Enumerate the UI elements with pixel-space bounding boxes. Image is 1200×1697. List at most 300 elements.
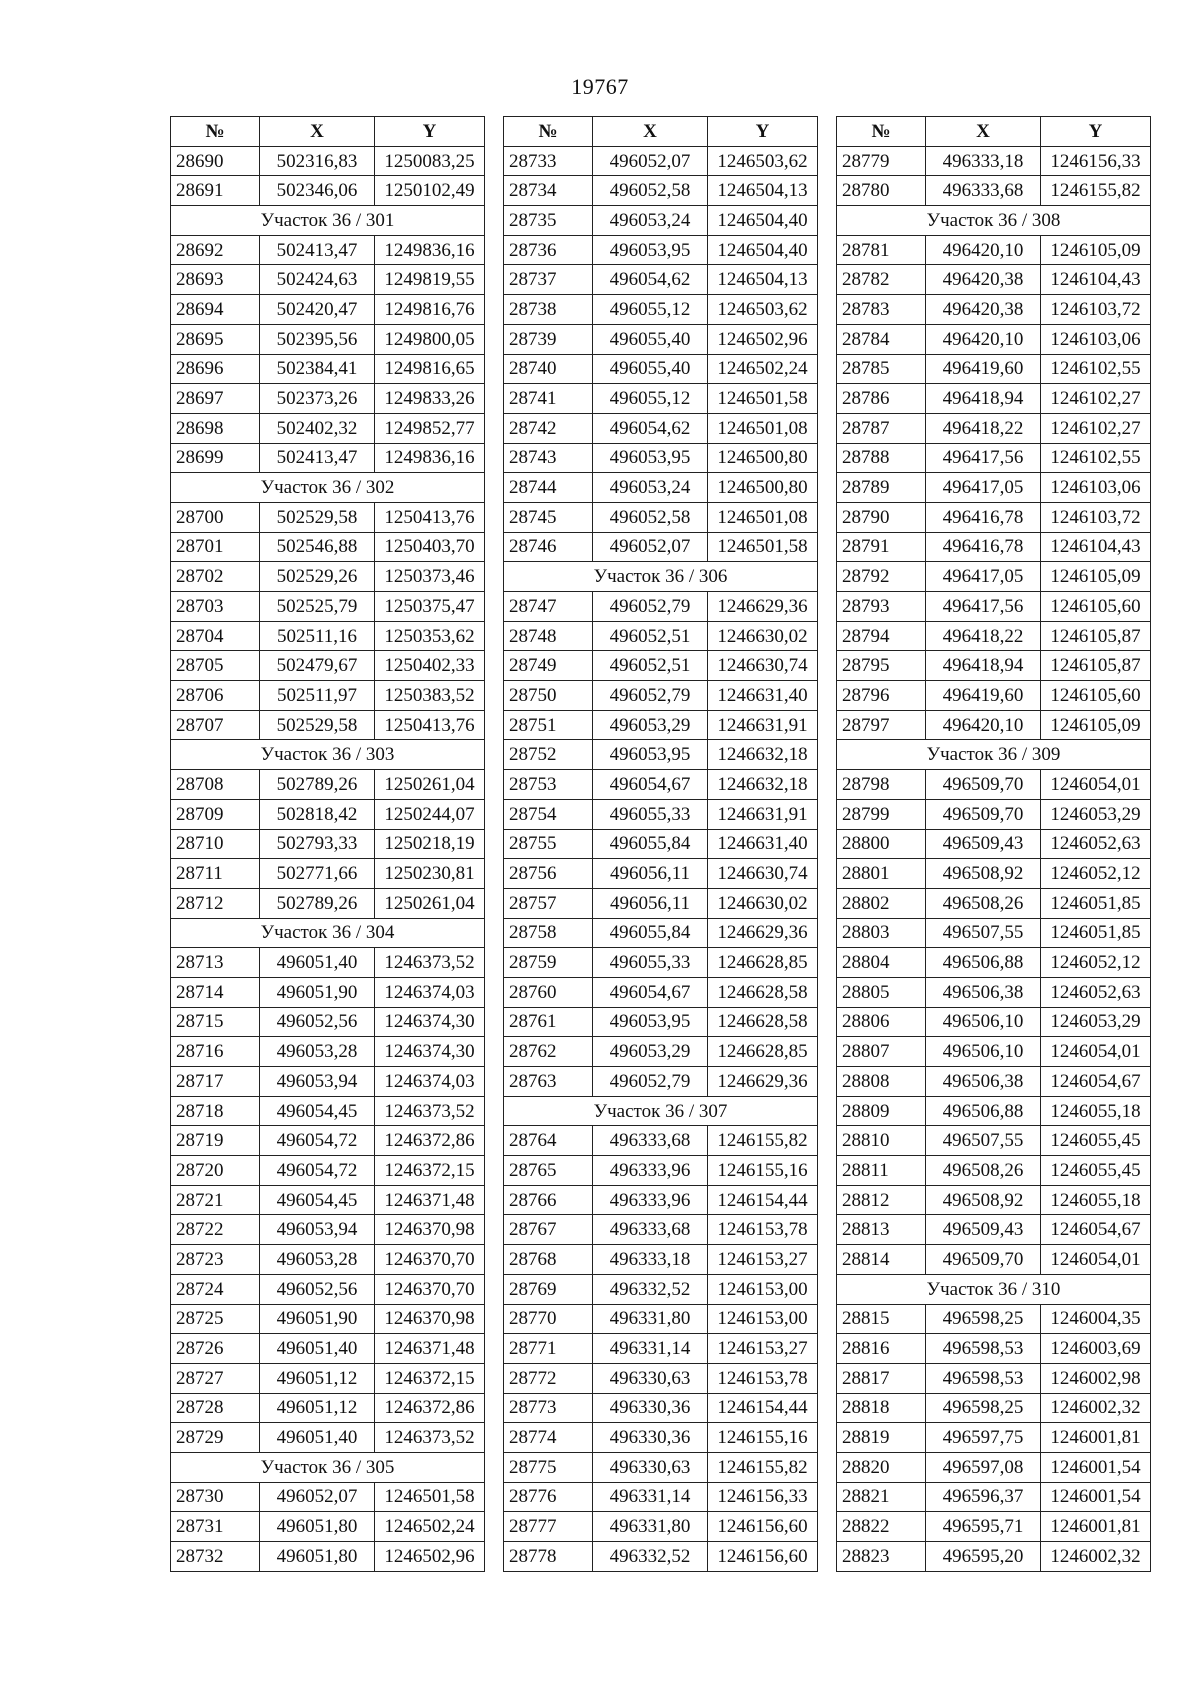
point-number-cell: 28808: [837, 1067, 926, 1097]
y-coordinate-cell: 1250261,04: [375, 888, 485, 918]
header-row: [837, 117, 1151, 147]
point-number-cell: 28706: [171, 681, 260, 711]
table-row: [837, 651, 1151, 681]
point-number-cell: 28800: [837, 829, 926, 859]
x-coordinate-cell: 496598,25: [926, 1393, 1041, 1423]
table-row: [837, 1037, 1151, 1067]
section-row: [504, 1096, 818, 1126]
table-row: [504, 1363, 818, 1393]
point-number-cell: 28729: [171, 1423, 260, 1453]
table-row: [171, 1393, 485, 1423]
y-coordinate-cell: 1246371,48: [375, 1185, 485, 1215]
x-coordinate-cell: 496052,58: [593, 502, 708, 532]
table-row: [504, 1067, 818, 1097]
y-coordinate-cell: 1246054,67: [1041, 1067, 1151, 1097]
x-coordinate-cell: 496420,38: [926, 295, 1041, 325]
table-row: [837, 1423, 1151, 1453]
y-coordinate-cell: 1246001,54: [1041, 1452, 1151, 1482]
x-coordinate-cell: 496508,92: [926, 859, 1041, 889]
x-coordinate-cell: 496507,55: [926, 918, 1041, 948]
table-row: [504, 532, 818, 562]
y-coordinate-cell: 1250403,70: [375, 532, 485, 562]
table-row: [504, 888, 818, 918]
x-coordinate-cell: 496506,10: [926, 1007, 1041, 1037]
x-coordinate-cell: 496051,80: [260, 1512, 375, 1542]
point-number-cell: 28781: [837, 235, 926, 265]
point-number-cell: 28762: [504, 1037, 593, 1067]
y-coordinate-cell: 1249836,16: [375, 235, 485, 265]
y-coordinate-cell: 1246630,02: [708, 621, 818, 651]
point-number-cell: 28788: [837, 443, 926, 473]
point-number-cell: 28749: [504, 651, 593, 681]
y-coordinate-cell: 1246051,85: [1041, 888, 1151, 918]
x-coordinate-cell: 496051,12: [260, 1363, 375, 1393]
table-row: [171, 651, 485, 681]
table-row: [171, 1245, 485, 1275]
section-title: Участок 36 / 308: [837, 206, 1151, 236]
y-coordinate-cell: 1246153,27: [708, 1245, 818, 1275]
x-coordinate-cell: 496420,10: [926, 235, 1041, 265]
x-coordinate-cell: 496418,94: [926, 651, 1041, 681]
point-number-cell: 28779: [837, 146, 926, 176]
x-coordinate-cell: 502511,97: [260, 681, 375, 711]
y-coordinate-cell: 1246632,18: [708, 740, 818, 770]
point-number-cell: 28743: [504, 443, 593, 473]
table-row: [837, 1096, 1151, 1126]
y-coordinate-cell: 1249816,65: [375, 354, 485, 384]
point-number-cell: 28707: [171, 710, 260, 740]
table-row: [171, 977, 485, 1007]
table-row: [837, 621, 1151, 651]
point-number-cell: 28815: [837, 1304, 926, 1334]
x-coordinate-cell: 502413,47: [260, 443, 375, 473]
y-coordinate-cell: 1246155,82: [1041, 176, 1151, 206]
table-row: [171, 1334, 485, 1364]
x-coordinate-cell: 496420,10: [926, 324, 1041, 354]
x-coordinate-cell: 496333,18: [593, 1245, 708, 1275]
x-coordinate-cell: 496055,33: [593, 948, 708, 978]
point-number-cell: 28748: [504, 621, 593, 651]
point-number-cell: 28763: [504, 1067, 593, 1097]
table-row: [171, 502, 485, 532]
y-coordinate-cell: 1246372,86: [375, 1393, 485, 1423]
x-coordinate-cell: 496420,10: [926, 710, 1041, 740]
y-coordinate-cell: 1246373,52: [375, 1096, 485, 1126]
point-number-cell: 28818: [837, 1393, 926, 1423]
point-number-cell: 28692: [171, 235, 260, 265]
x-coordinate-cell: 496597,75: [926, 1423, 1041, 1453]
point-number-cell: 28821: [837, 1482, 926, 1512]
y-coordinate-cell: 1246502,24: [708, 354, 818, 384]
x-coordinate-cell: 496052,51: [593, 621, 708, 651]
x-coordinate-cell: 496418,94: [926, 384, 1041, 414]
point-number-cell: 28774: [504, 1423, 593, 1453]
table-row: [504, 146, 818, 176]
x-coordinate-cell: 496054,62: [593, 413, 708, 443]
point-number-cell: 28810: [837, 1126, 926, 1156]
table-row: [837, 562, 1151, 592]
point-number-cell: 28757: [504, 888, 593, 918]
section-title: Участок 36 / 305: [171, 1452, 485, 1482]
point-number-cell: 28715: [171, 1007, 260, 1037]
x-coordinate-cell: 496506,88: [926, 948, 1041, 978]
y-coordinate-cell: 1246105,09: [1041, 235, 1151, 265]
point-number-cell: 28777: [504, 1512, 593, 1542]
y-coordinate-cell: 1246055,45: [1041, 1126, 1151, 1156]
x-coordinate-cell: 502511,16: [260, 621, 375, 651]
point-number-cell: 28771: [504, 1334, 593, 1364]
table-row: [171, 948, 485, 978]
x-coordinate-cell: 496052,07: [260, 1482, 375, 1512]
x-coordinate-cell: 496419,60: [926, 354, 1041, 384]
y-coordinate-cell: 1246504,13: [708, 265, 818, 295]
point-number-cell: 28704: [171, 621, 260, 651]
coordinates-table-3: [836, 116, 1151, 1572]
header-y: Y: [708, 117, 818, 147]
table-row: [171, 888, 485, 918]
y-coordinate-cell: 1246103,72: [1041, 295, 1151, 325]
x-coordinate-cell: 496333,18: [926, 146, 1041, 176]
table-row: [171, 146, 485, 176]
table-row: [504, 1185, 818, 1215]
table-row: [837, 473, 1151, 503]
x-coordinate-cell: 502479,67: [260, 651, 375, 681]
x-coordinate-cell: 496333,68: [926, 176, 1041, 206]
x-coordinate-cell: 502384,41: [260, 354, 375, 384]
section-row: [171, 473, 485, 503]
y-coordinate-cell: 1246374,03: [375, 1067, 485, 1097]
y-coordinate-cell: 1246053,29: [1041, 799, 1151, 829]
table-row: [171, 354, 485, 384]
table-row: [504, 354, 818, 384]
table-row: [504, 799, 818, 829]
x-coordinate-cell: 496055,12: [593, 295, 708, 325]
y-coordinate-cell: 1246373,52: [375, 1423, 485, 1453]
x-coordinate-cell: 496056,11: [593, 888, 708, 918]
table-row: [504, 977, 818, 1007]
x-coordinate-cell: 496509,70: [926, 799, 1041, 829]
x-coordinate-cell: 496598,53: [926, 1334, 1041, 1364]
point-number-cell: 28722: [171, 1215, 260, 1245]
y-coordinate-cell: 1250102,49: [375, 176, 485, 206]
x-coordinate-cell: 496052,79: [593, 1067, 708, 1097]
table-row: [504, 1393, 818, 1423]
point-number-cell: 28705: [171, 651, 260, 681]
table-row: [837, 443, 1151, 473]
y-coordinate-cell: 1250083,25: [375, 146, 485, 176]
y-coordinate-cell: 1246105,09: [1041, 562, 1151, 592]
x-coordinate-cell: 502546,88: [260, 532, 375, 562]
point-number-cell: 28812: [837, 1185, 926, 1215]
y-coordinate-cell: 1246102,27: [1041, 384, 1151, 414]
point-number-cell: 28811: [837, 1156, 926, 1186]
table-row: [171, 443, 485, 473]
y-coordinate-cell: 1246502,96: [375, 1542, 485, 1572]
x-coordinate-cell: 496330,36: [593, 1423, 708, 1453]
table-row: [171, 1067, 485, 1097]
table-row: [504, 740, 818, 770]
point-number-cell: 28744: [504, 473, 593, 503]
x-coordinate-cell: 496333,68: [593, 1215, 708, 1245]
table-row: [171, 413, 485, 443]
point-number-cell: 28726: [171, 1334, 260, 1364]
header-x: X: [593, 117, 708, 147]
point-number-cell: 28721: [171, 1185, 260, 1215]
y-coordinate-cell: 1250375,47: [375, 592, 485, 622]
y-coordinate-cell: 1246102,27: [1041, 413, 1151, 443]
x-coordinate-cell: 496054,62: [593, 265, 708, 295]
y-coordinate-cell: 1246630,02: [708, 888, 818, 918]
point-number-cell: 28713: [171, 948, 260, 978]
point-number-cell: 28759: [504, 948, 593, 978]
x-coordinate-cell: 496509,43: [926, 1215, 1041, 1245]
x-coordinate-cell: 496053,94: [260, 1215, 375, 1245]
y-coordinate-cell: 1246501,58: [708, 384, 818, 414]
point-number-cell: 28699: [171, 443, 260, 473]
y-coordinate-cell: 1249816,76: [375, 295, 485, 325]
table-row: [837, 1482, 1151, 1512]
y-coordinate-cell: 1246103,06: [1041, 324, 1151, 354]
table-row: [837, 295, 1151, 325]
y-coordinate-cell: 1246629,36: [708, 918, 818, 948]
x-coordinate-cell: 496420,38: [926, 265, 1041, 295]
x-coordinate-cell: 496418,22: [926, 413, 1041, 443]
table-row: [171, 1215, 485, 1245]
table-row: [504, 384, 818, 414]
table-row: [171, 176, 485, 206]
x-coordinate-cell: 496051,12: [260, 1393, 375, 1423]
point-number-cell: 28724: [171, 1274, 260, 1304]
point-number-cell: 28795: [837, 651, 926, 681]
x-coordinate-cell: 496508,92: [926, 1185, 1041, 1215]
y-coordinate-cell: 1250353,62: [375, 621, 485, 651]
x-coordinate-cell: 496053,28: [260, 1037, 375, 1067]
x-coordinate-cell: 496054,45: [260, 1096, 375, 1126]
point-number-cell: 28823: [837, 1542, 926, 1572]
table-row: [504, 1126, 818, 1156]
y-coordinate-cell: 1246053,29: [1041, 1007, 1151, 1037]
point-number-cell: 28741: [504, 384, 593, 414]
x-coordinate-cell: 496054,67: [593, 977, 708, 1007]
y-coordinate-cell: 1246153,00: [708, 1274, 818, 1304]
x-coordinate-cell: 496051,40: [260, 948, 375, 978]
table-row: [837, 859, 1151, 889]
point-number-cell: 28694: [171, 295, 260, 325]
table-row: [504, 948, 818, 978]
table-row: [504, 1512, 818, 1542]
x-coordinate-cell: 496051,90: [260, 1304, 375, 1334]
y-coordinate-cell: 1246103,72: [1041, 502, 1151, 532]
y-coordinate-cell: 1246372,86: [375, 1126, 485, 1156]
x-coordinate-cell: 496055,84: [593, 829, 708, 859]
x-coordinate-cell: 496509,70: [926, 770, 1041, 800]
point-number-cell: 28783: [837, 295, 926, 325]
x-coordinate-cell: 496055,40: [593, 324, 708, 354]
table-row: [171, 265, 485, 295]
y-coordinate-cell: 1246052,12: [1041, 948, 1151, 978]
point-number-cell: 28756: [504, 859, 593, 889]
header-row: [171, 117, 485, 147]
y-coordinate-cell: 1246002,98: [1041, 1363, 1151, 1393]
point-number-cell: 28753: [504, 770, 593, 800]
table-row: [504, 1482, 818, 1512]
x-coordinate-cell: 496597,08: [926, 1452, 1041, 1482]
section-row: [504, 562, 818, 592]
y-coordinate-cell: 1246105,60: [1041, 681, 1151, 711]
table-row: [837, 1067, 1151, 1097]
point-number-cell: 28780: [837, 176, 926, 206]
x-coordinate-cell: 496051,90: [260, 977, 375, 1007]
x-coordinate-cell: 496330,63: [593, 1363, 708, 1393]
x-coordinate-cell: 496416,78: [926, 502, 1041, 532]
x-coordinate-cell: 496055,40: [593, 354, 708, 384]
table-row: [837, 413, 1151, 443]
table-row: [171, 681, 485, 711]
header-x: X: [260, 117, 375, 147]
point-number-cell: 28766: [504, 1185, 593, 1215]
table-row: [837, 1363, 1151, 1393]
x-coordinate-cell: 496053,94: [260, 1067, 375, 1097]
y-coordinate-cell: 1246629,36: [708, 592, 818, 622]
x-coordinate-cell: 496596,37: [926, 1482, 1041, 1512]
x-coordinate-cell: 496418,22: [926, 621, 1041, 651]
y-coordinate-cell: 1250383,52: [375, 681, 485, 711]
table-row: [837, 888, 1151, 918]
x-coordinate-cell: 496598,53: [926, 1363, 1041, 1393]
y-coordinate-cell: 1246105,87: [1041, 651, 1151, 681]
y-coordinate-cell: 1250373,46: [375, 562, 485, 592]
point-number-cell: 28773: [504, 1393, 593, 1423]
y-coordinate-cell: 1246370,70: [375, 1245, 485, 1275]
y-coordinate-cell: 1246105,60: [1041, 592, 1151, 622]
table-row: [837, 324, 1151, 354]
x-coordinate-cell: 496330,36: [593, 1393, 708, 1423]
x-coordinate-cell: 502373,26: [260, 384, 375, 414]
y-coordinate-cell: 1246054,01: [1041, 770, 1151, 800]
point-number-cell: 28730: [171, 1482, 260, 1512]
x-coordinate-cell: 496417,56: [926, 592, 1041, 622]
point-number-cell: 28778: [504, 1542, 593, 1572]
table-row: [504, 1423, 818, 1453]
table-row: [837, 532, 1151, 562]
x-coordinate-cell: 496331,14: [593, 1482, 708, 1512]
point-number-cell: 28735: [504, 206, 593, 236]
y-coordinate-cell: 1246504,40: [708, 235, 818, 265]
table-row: [837, 354, 1151, 384]
point-number-cell: 28714: [171, 977, 260, 1007]
x-coordinate-cell: 496051,40: [260, 1423, 375, 1453]
x-coordinate-cell: 496052,51: [593, 651, 708, 681]
x-coordinate-cell: 502789,26: [260, 770, 375, 800]
table-row: [171, 1542, 485, 1572]
y-coordinate-cell: 1249836,16: [375, 443, 485, 473]
y-coordinate-cell: 1246003,69: [1041, 1334, 1151, 1364]
y-coordinate-cell: 1246054,67: [1041, 1215, 1151, 1245]
x-coordinate-cell: 496506,38: [926, 1067, 1041, 1097]
y-coordinate-cell: 1246103,06: [1041, 473, 1151, 503]
y-coordinate-cell: 1246055,18: [1041, 1185, 1151, 1215]
x-coordinate-cell: 496331,80: [593, 1512, 708, 1542]
table-row: [837, 384, 1151, 414]
table-row: [837, 265, 1151, 295]
point-number-cell: 28817: [837, 1363, 926, 1393]
x-coordinate-cell: 496330,63: [593, 1452, 708, 1482]
point-number-cell: 28760: [504, 977, 593, 1007]
point-number-cell: 28702: [171, 562, 260, 592]
point-number-cell: 28791: [837, 532, 926, 562]
table-row: [171, 1304, 485, 1334]
table-row: [837, 948, 1151, 978]
table-row: [504, 176, 818, 206]
point-number-cell: 28767: [504, 1215, 593, 1245]
y-coordinate-cell: 1246628,85: [708, 948, 818, 978]
x-coordinate-cell: 496509,70: [926, 1245, 1041, 1275]
point-number-cell: 28747: [504, 592, 593, 622]
x-coordinate-cell: 496508,26: [926, 1156, 1041, 1186]
x-coordinate-cell: 496053,24: [593, 473, 708, 503]
y-coordinate-cell: 1246370,98: [375, 1304, 485, 1334]
y-coordinate-cell: 1249852,77: [375, 413, 485, 443]
y-coordinate-cell: 1246500,80: [708, 443, 818, 473]
point-number-cell: 28797: [837, 710, 926, 740]
table-row: [837, 235, 1151, 265]
y-coordinate-cell: 1246372,15: [375, 1363, 485, 1393]
point-number-cell: 28738: [504, 295, 593, 325]
table-row: [171, 1126, 485, 1156]
point-number-cell: 28717: [171, 1067, 260, 1097]
y-coordinate-cell: 1246374,30: [375, 1007, 485, 1037]
x-coordinate-cell: 496053,95: [593, 235, 708, 265]
y-coordinate-cell: 1246631,40: [708, 681, 818, 711]
table-row: [837, 1393, 1151, 1423]
table-row: [171, 770, 485, 800]
x-coordinate-cell: 496508,26: [926, 888, 1041, 918]
x-coordinate-cell: 496055,33: [593, 799, 708, 829]
x-coordinate-cell: 496056,11: [593, 859, 708, 889]
point-number-cell: 28750: [504, 681, 593, 711]
table-row: [837, 1512, 1151, 1542]
x-coordinate-cell: 496595,20: [926, 1542, 1041, 1572]
section-row: [171, 1452, 485, 1482]
x-coordinate-cell: 496052,79: [593, 681, 708, 711]
table-row: [837, 1245, 1151, 1275]
y-coordinate-cell: 1246155,82: [708, 1126, 818, 1156]
section-title: Участок 36 / 306: [504, 562, 818, 592]
x-coordinate-cell: 496506,10: [926, 1037, 1041, 1067]
point-number-cell: 28792: [837, 562, 926, 592]
table-row: [504, 502, 818, 532]
table-row: [837, 146, 1151, 176]
x-coordinate-cell: 496053,95: [593, 740, 708, 770]
y-coordinate-cell: 1246631,40: [708, 829, 818, 859]
table-row: [504, 1007, 818, 1037]
y-coordinate-cell: 1246004,35: [1041, 1304, 1151, 1334]
table-row: [171, 1363, 485, 1393]
table-row: [837, 1542, 1151, 1572]
point-number-cell: 28784: [837, 324, 926, 354]
x-coordinate-cell: 496331,14: [593, 1334, 708, 1364]
x-coordinate-cell: 502395,56: [260, 324, 375, 354]
x-coordinate-cell: 502413,47: [260, 235, 375, 265]
x-coordinate-cell: 496055,84: [593, 918, 708, 948]
x-coordinate-cell: 496051,80: [260, 1542, 375, 1572]
point-number-cell: 28798: [837, 770, 926, 800]
x-coordinate-cell: 502346,06: [260, 176, 375, 206]
point-number-cell: 28710: [171, 829, 260, 859]
y-coordinate-cell: 1246628,58: [708, 1007, 818, 1037]
point-number-cell: 28746: [504, 532, 593, 562]
header-number: №: [837, 117, 926, 147]
